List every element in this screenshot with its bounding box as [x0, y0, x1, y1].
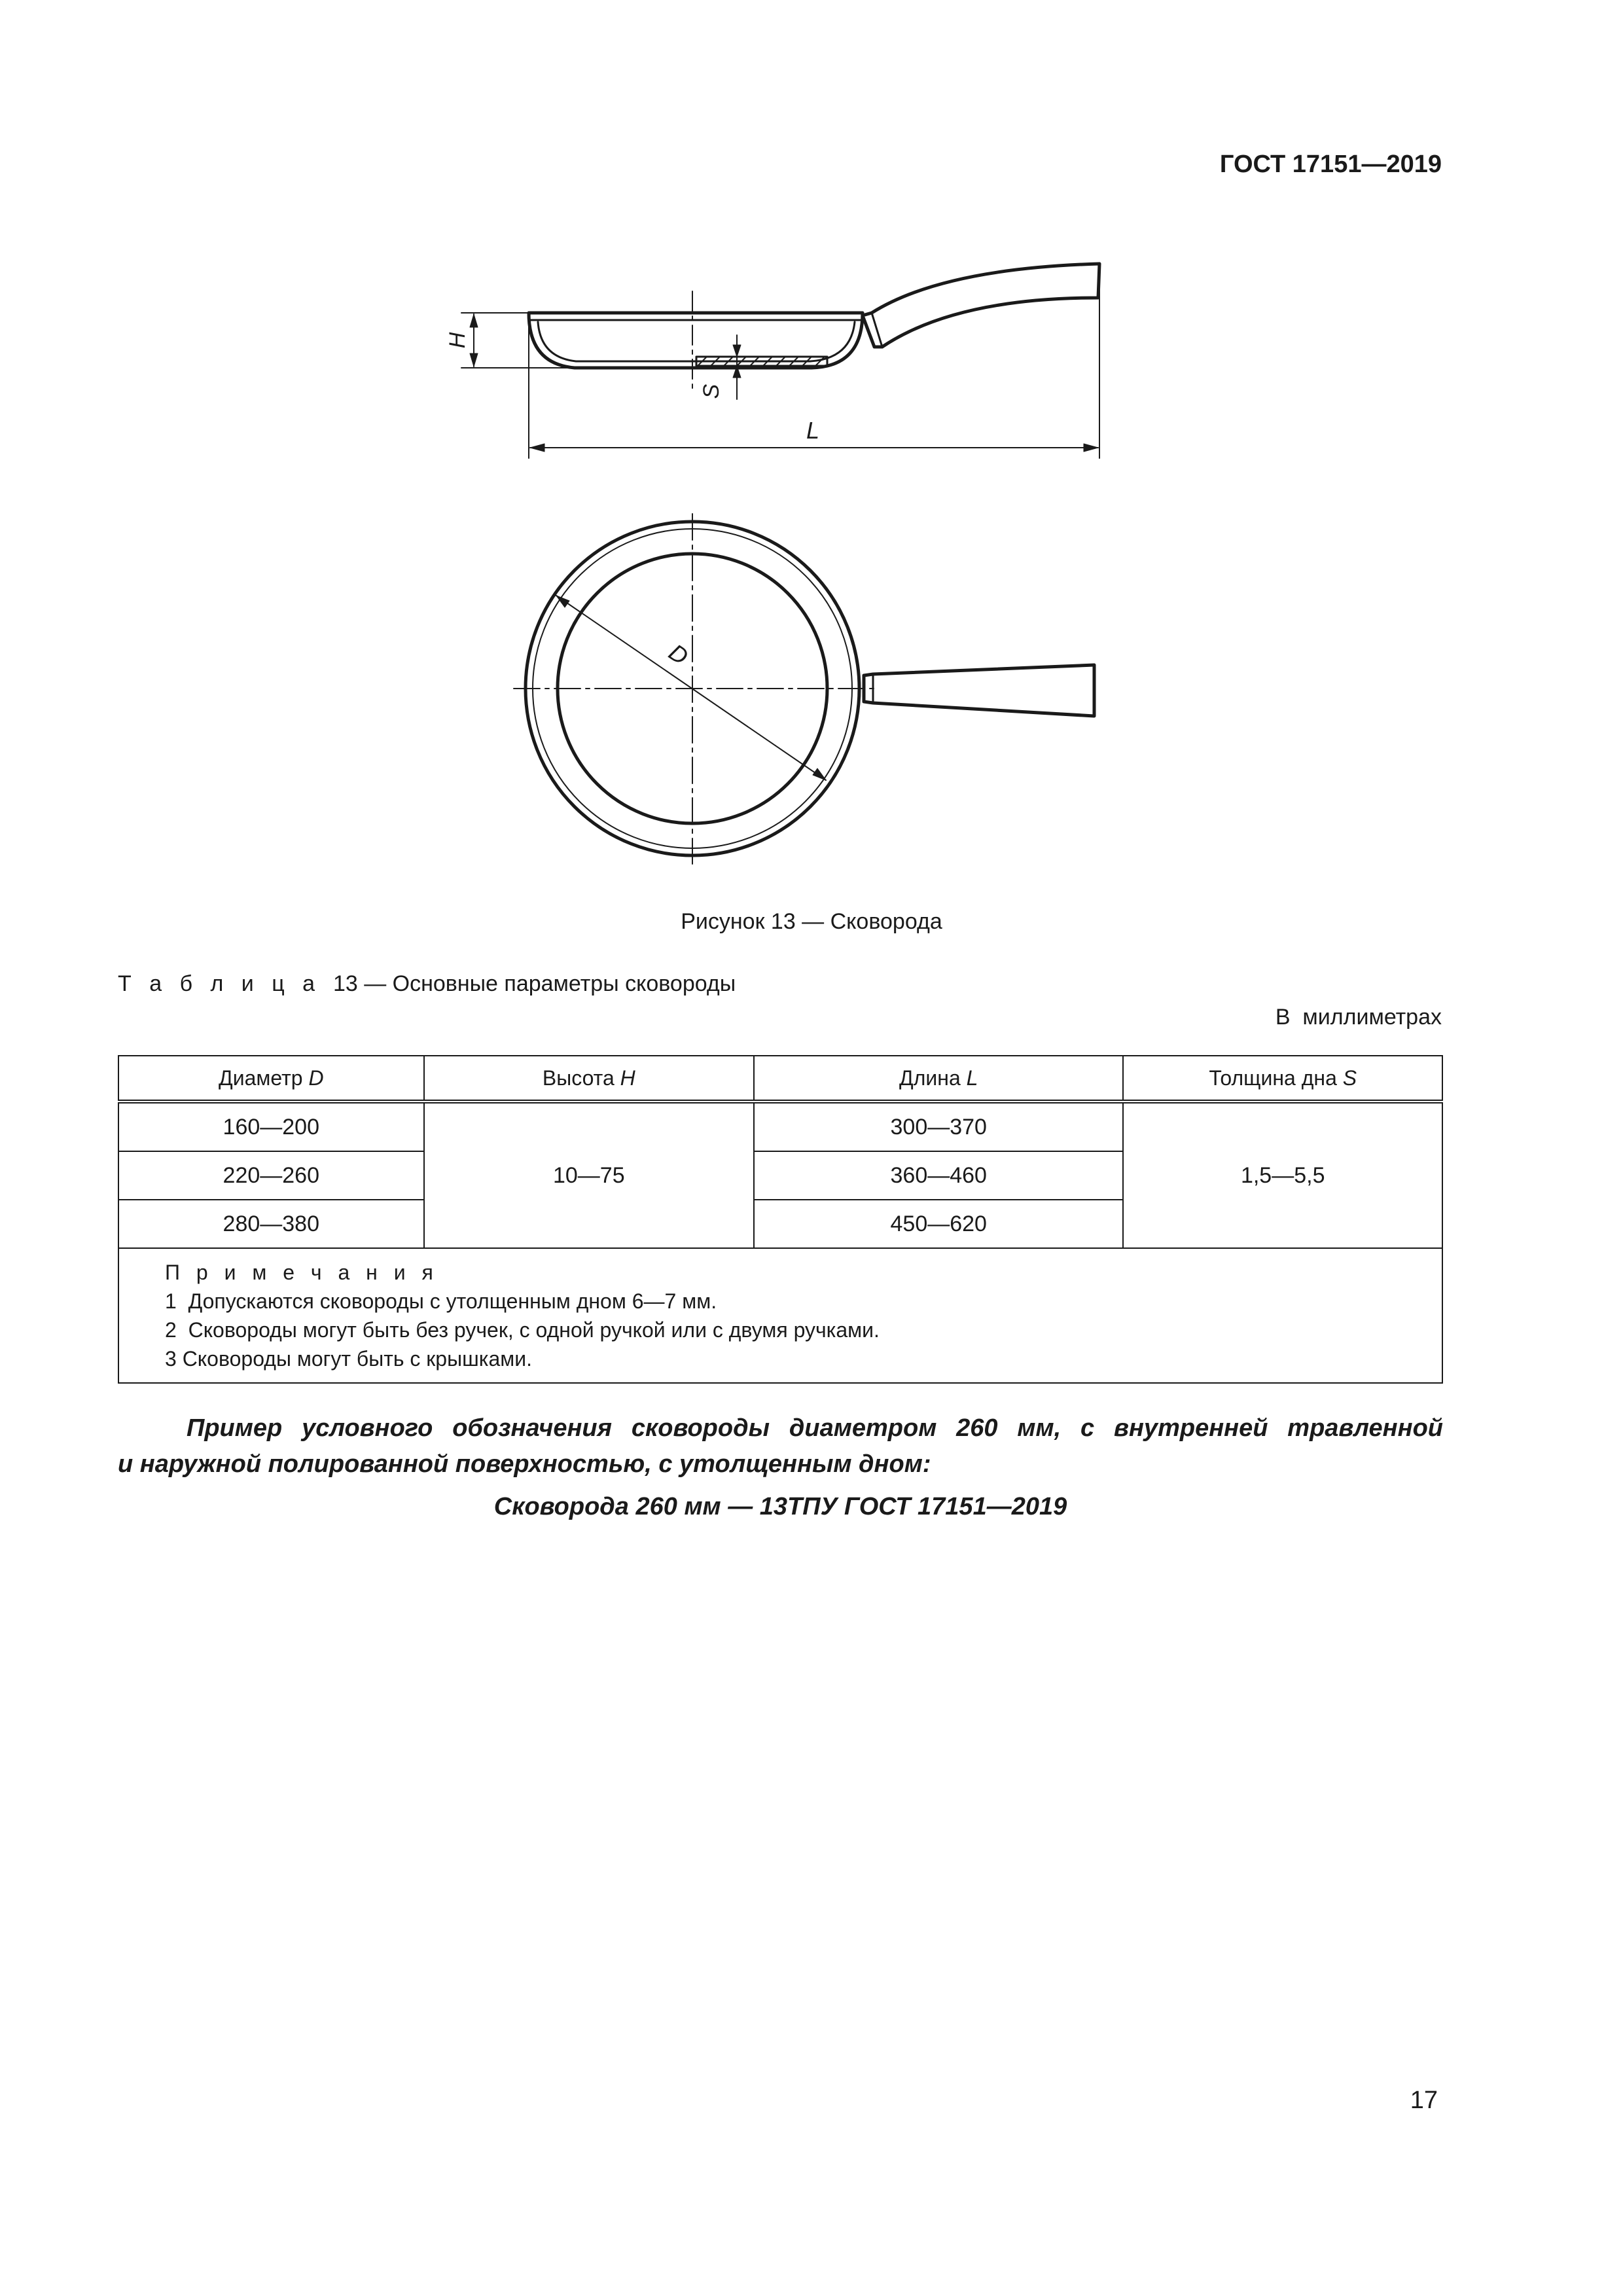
dim-label-l: L [806, 417, 820, 444]
table-notes [118, 1248, 1442, 1383]
page-number: 17 [1410, 2087, 1438, 2114]
table-units: В миллиметрах [1275, 1005, 1442, 1030]
designation-example [118, 1410, 1443, 1525]
figure-caption: Рисунок 13 — Сковорода [681, 909, 942, 934]
handle-side [863, 264, 1099, 347]
standard-header: ГОСТ 17151—2019 [1219, 151, 1442, 178]
example-text-line2: и наружной полированной поверхностью, с утолщенным дном: [118, 1450, 931, 1478]
example-designation: Сковорода 260 мм — 13ТПУ ГОСТ 17151—2019 [493, 1493, 1067, 1520]
column-header-diameter: Диаметр D [118, 1056, 424, 1102]
column-header-length: Длина L [754, 1056, 1123, 1102]
table-row [118, 1102, 1442, 1151]
example-text-line1: Пример условного обозначения сковороды диаметром 260 мм, с внутренней травленной [187, 1414, 1443, 1442]
cell-thickness: 1,5—5,5 [1123, 1102, 1442, 1248]
dim-label-s: S [699, 384, 724, 399]
frying-pan-drawing [0, 0, 1623, 916]
dim-label-d: D [664, 638, 694, 670]
table-notes-row [118, 1248, 1442, 1383]
parameters-table [118, 1055, 1443, 1384]
cell-diameter: 220—260 [118, 1151, 424, 1200]
cell-diameter: 280—380 [118, 1200, 424, 1248]
cell-length: 360—460 [754, 1151, 1123, 1200]
table-header-row [118, 1056, 1442, 1102]
cell-height: 10—75 [424, 1102, 754, 1248]
handle-top [864, 665, 1094, 716]
cell-length: 300—370 [754, 1102, 1123, 1151]
column-header-height: Высота H [424, 1056, 754, 1102]
frying-pan-figure [0, 0, 1623, 916]
note-item: 1 Допускаются сковороды с утолщенным дном 6—7 мм. [165, 1289, 717, 1313]
note-item: 2 Сковороды могут быть без ручек, с одной ручкой или с двумя ручками. [165, 1318, 880, 1342]
table-title-text: 13 — Основные параметры сковороды [321, 971, 736, 996]
table-title-prefix: Т а б л и ц а [118, 971, 321, 996]
cell-diameter: 160—200 [118, 1102, 424, 1151]
column-header-thickness: Толщина дна S [1123, 1056, 1442, 1102]
note-item: 3 Сковороды могут быть с крышками. [165, 1347, 533, 1371]
cell-length: 450—620 [754, 1200, 1123, 1248]
dim-label-h: H [445, 332, 470, 349]
table-title [118, 971, 736, 997]
notes-title: П р и м е ч а н и я [165, 1261, 438, 1284]
